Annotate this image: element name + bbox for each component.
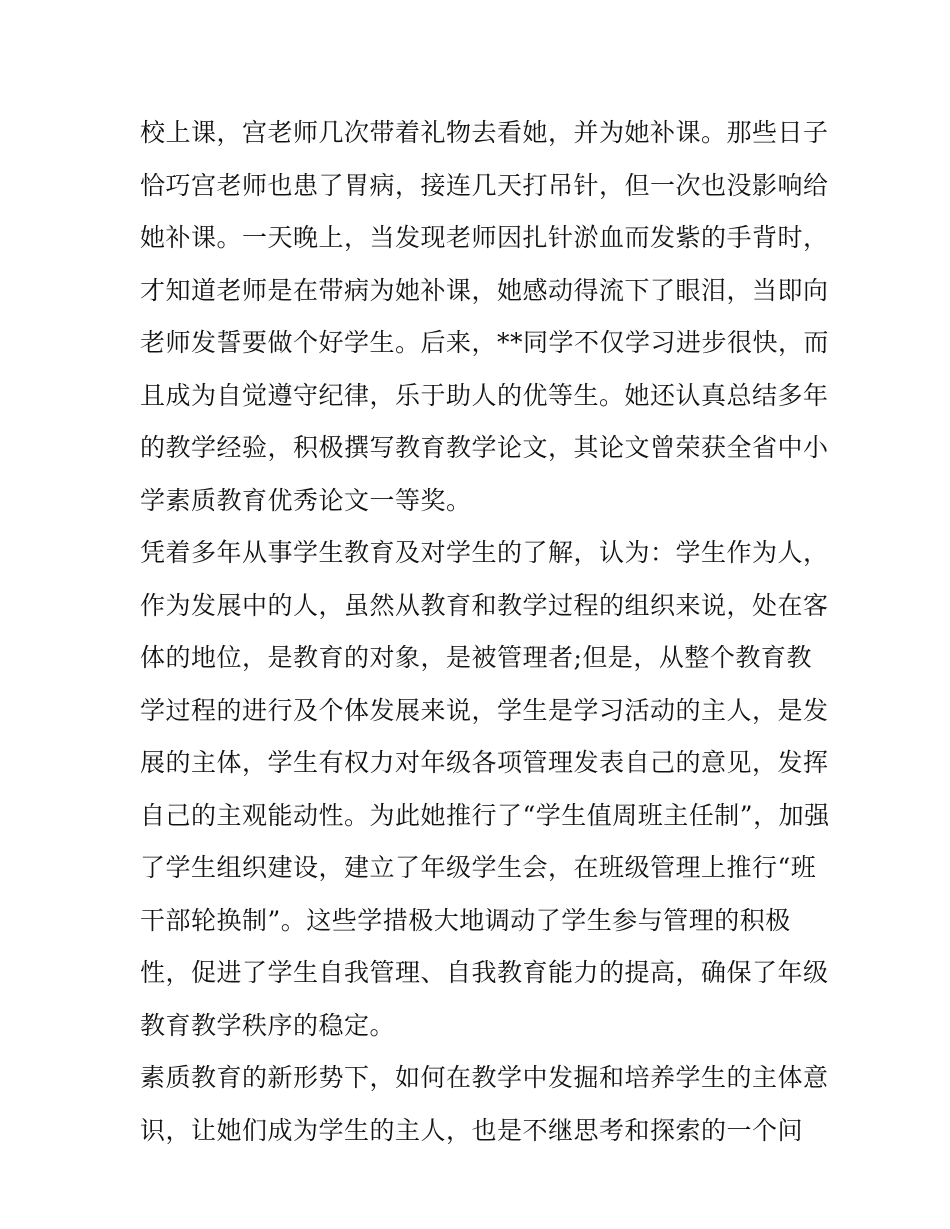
text-line: 体的地位，是教育的对象，是被管理者;但是，从整个教育教 — [140, 643, 812, 672]
text-line: 老师发誓要做个好学生。后来，**同学不仅学习进步很快，而 — [140, 328, 830, 357]
text-line: 作为发展中的人，虽然从教育和教学过程的组织来说，处在客 — [140, 590, 829, 620]
text-line: 学过程的进行及个体发展来说，学生是学习活动的主人，是发 — [140, 695, 829, 725]
text-line: 干部轮换制”。这些学措极大地调动了学生参与管理的积极 — [140, 905, 791, 935]
text-line: 识，让她们成为学生的主人，也是不继思考和探索的一个问 — [140, 1115, 804, 1145]
text-line: 恰巧宫老师也患了胃病，接连几天打吊针，但一次也没影响给 — [140, 170, 829, 200]
text-line: 教育教学秩序的稳定。 — [140, 1010, 396, 1040]
text-line: 凭着多年从事学生教育及对学生的了解，认为：学生作为人， — [140, 538, 829, 567]
text-line: 校上课，宫老师几次带着礼物去看她，并为她补课。那些日子 — [140, 118, 829, 147]
text-line: 的教学经验，积极撰写教育教学论文，其论文曾荣获全省中小 — [140, 433, 829, 462]
text-line: 素质教育的新形势下，如何在教学中发掘和培养学生的主体意 — [140, 1063, 829, 1092]
text-line: 展的主体，学生有权力对年级各项管理发表自己的意见，发挥 — [140, 748, 829, 777]
text-line: 且成为自觉遵守纪律，乐于助人的优等生。她还认真总结多年 — [140, 380, 829, 410]
text-line: 了学生组织建设，建立了年级学生会，在班级管理上推行“班 — [140, 853, 817, 882]
text-line: 自己的主观能动性。为此她推行了“学生值周班主任制”，加强 — [140, 800, 830, 830]
text-line: 学素质教育优秀论文一等奖。 — [140, 485, 472, 515]
body-text — [140, 107, 830, 1157]
text-line: 性，促进了学生自我管理、自我教育能力的提高，确保了年级 — [140, 958, 829, 987]
text-line: 她补课。一天晚上，当发现老师因扎针淤血而发紫的手背时， — [140, 223, 829, 252]
text-line: 才知道老师是在带病为她补课，她感动得流下了眼泪，当即向 — [140, 275, 829, 305]
